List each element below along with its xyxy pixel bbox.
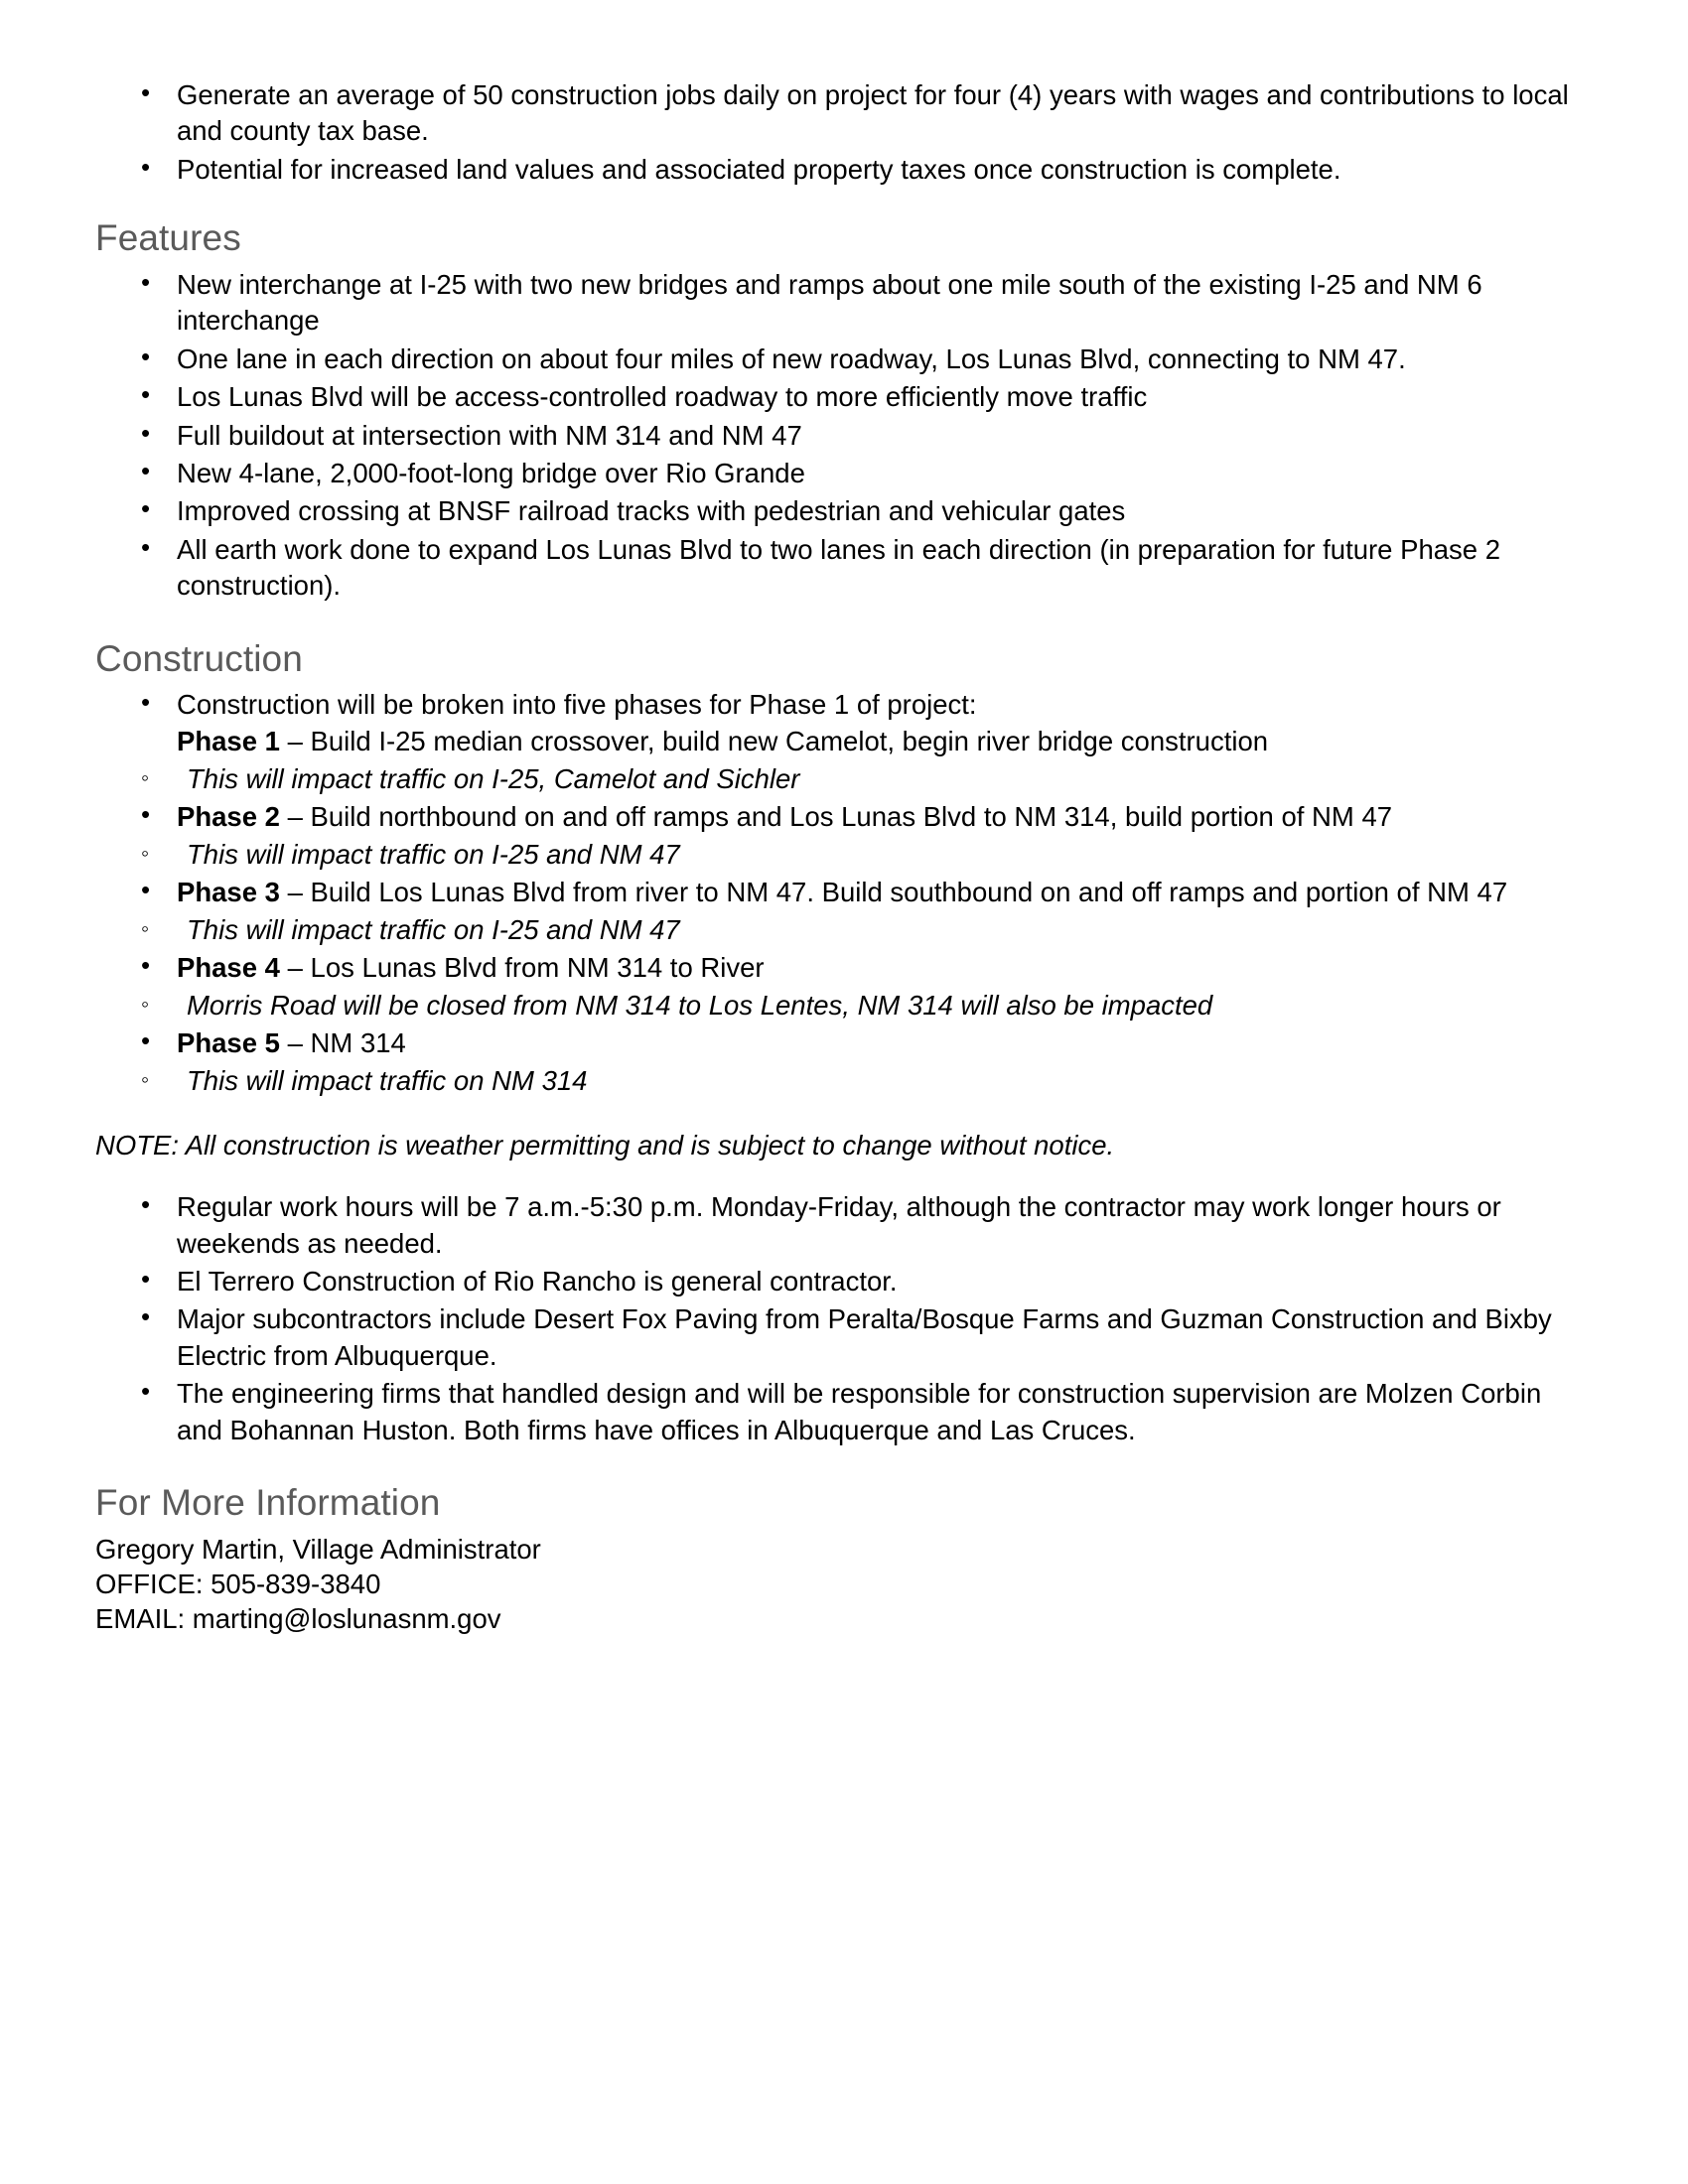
contact-name: Gregory Martin, Village Administrator <box>95 1533 541 1565</box>
phase-3-sub-list <box>95 912 1585 949</box>
phase-1-text: – Build I-25 median crossover, build new Camelot, begin river bridge construction <box>279 725 1269 756</box>
phase-4-text: – Los Lunas Blvd from NM 314 to River <box>279 951 765 983</box>
list-item: ◦ Morris Road will be closed from NM 314 to Los Lentes, NM 314 will also be impacted <box>95 988 1585 1024</box>
list-item <box>95 950 1585 986</box>
phase-5-text: – NM 314 <box>279 1026 406 1058</box>
construction-heading: Construction <box>95 637 303 679</box>
phase-1-sub-list <box>95 761 1585 798</box>
phase-5-sub-list <box>95 1063 1585 1100</box>
construction-intro-text: • Construction will be broken into five phases for Phase 1 of project: <box>177 689 977 721</box>
list-item <box>95 799 1585 835</box>
phase-3-text: – Build Los Lunas Blvd from river to NM 47. Build southbound on and off ramps and portion of NM 47 <box>279 876 1508 907</box>
list-item: • The engineering firms that handled design and will be responsible for construction supervision are Molzen Corbin and Bohannan Huston. Both firms have offices in Albuquerque and Las Cruces. <box>95 1376 1585 1448</box>
list-item: • Regular work hours will be 7 a.m.-5:30 p.m. Monday-Friday, although the contractor may work longer hours or weekends as needed. <box>95 1189 1585 1262</box>
list-item: • Potential for increased land values and associated property taxes once construction is complete. <box>95 152 1585 188</box>
phase-2-label: Phase 2 <box>177 800 280 832</box>
list-item: ◦ This will impact traffic on I-25 and NM 47 <box>95 912 1585 949</box>
contact-email: EMAIL: marting@loslunasnm.gov <box>95 1603 501 1634</box>
list-item: • All earth work done to expand Los Lunas Blvd to two lanes in each direction (in preparation for future Phase 2 construction). <box>95 532 1585 605</box>
list-item: • Generate an average of 50 construction jobs daily on project for four (4) years with wages and contributions to local and county tax base. <box>95 77 1585 150</box>
phase-2-list <box>95 799 1585 835</box>
document-content <box>95 77 1585 1636</box>
list-item: • El Terrero Construction of Rio Rancho is general contractor. <box>95 1264 1585 1299</box>
list-item: ◦ This will impact traffic on NM 314 <box>95 1063 1585 1100</box>
contact-office-phone: OFFICE: 505-839-3840 <box>95 1568 381 1599</box>
list-item: • Full buildout at intersection with NM 314 and NM 47 <box>95 418 1585 454</box>
list-item: • Major subcontractors include Desert Fox Paving from Peralta/Bosque Farms and Guzman Construction and Bixby Electric from Albuquerque. <box>95 1301 1585 1374</box>
list-item-construction-intro <box>95 687 1585 759</box>
list-item: ◦ This will impact traffic on I-25 and NM 47 <box>95 837 1585 874</box>
phase-1-label: Phase 1 <box>177 725 280 756</box>
features-heading: Features <box>95 217 241 259</box>
list-item: ◦ This will impact traffic on I-25, Camelot and Sichler <box>95 761 1585 798</box>
phase-4-list <box>95 950 1585 986</box>
intro-bullet-list <box>95 77 1585 188</box>
list-item: • New interchange at I-25 with two new bridges and ramps about one mile south of the existing I-25 and NM 6 interchange <box>95 267 1585 340</box>
phase-5-list <box>95 1025 1585 1061</box>
phase-3-list <box>95 875 1585 910</box>
phase-2-text: – Build northbound on and off ramps and Los Lunas Blvd to NM 314, build portion of NM 47 <box>279 800 1393 832</box>
features-bullet-list <box>95 267 1585 605</box>
list-item: • New 4-lane, 2,000-foot-long bridge over Rio Grande <box>95 456 1585 491</box>
phase-1-line <box>177 724 1585 759</box>
construction-bullet-list <box>95 687 1585 759</box>
list-item: • Los Lunas Blvd will be access-controlled roadway to more efficiently move traffic <box>95 379 1585 415</box>
phase-4-sub-list <box>95 988 1585 1024</box>
list-item <box>95 1025 1585 1061</box>
list-item: • One lane in each direction on about four miles of new roadway, Los Lunas Blvd, connecting to NM 47. <box>95 341 1585 377</box>
phase-4-label: Phase 4 <box>177 951 280 983</box>
phase-3-label: Phase 3 <box>177 876 280 907</box>
closing-bullet-list <box>95 1189 1585 1448</box>
list-item <box>95 875 1585 910</box>
contact-block <box>95 1532 1585 1637</box>
contact-heading: For More Information <box>95 1482 441 1524</box>
phase-2-sub-list <box>95 837 1585 874</box>
phase-5-label: Phase 5 <box>177 1026 280 1058</box>
construction-note: NOTE: All construction is weather permitting and is subject to change without notice. <box>95 1129 1115 1160</box>
list-item: • Improved crossing at BNSF railroad tracks with pedestrian and vehicular gates <box>95 493 1585 529</box>
